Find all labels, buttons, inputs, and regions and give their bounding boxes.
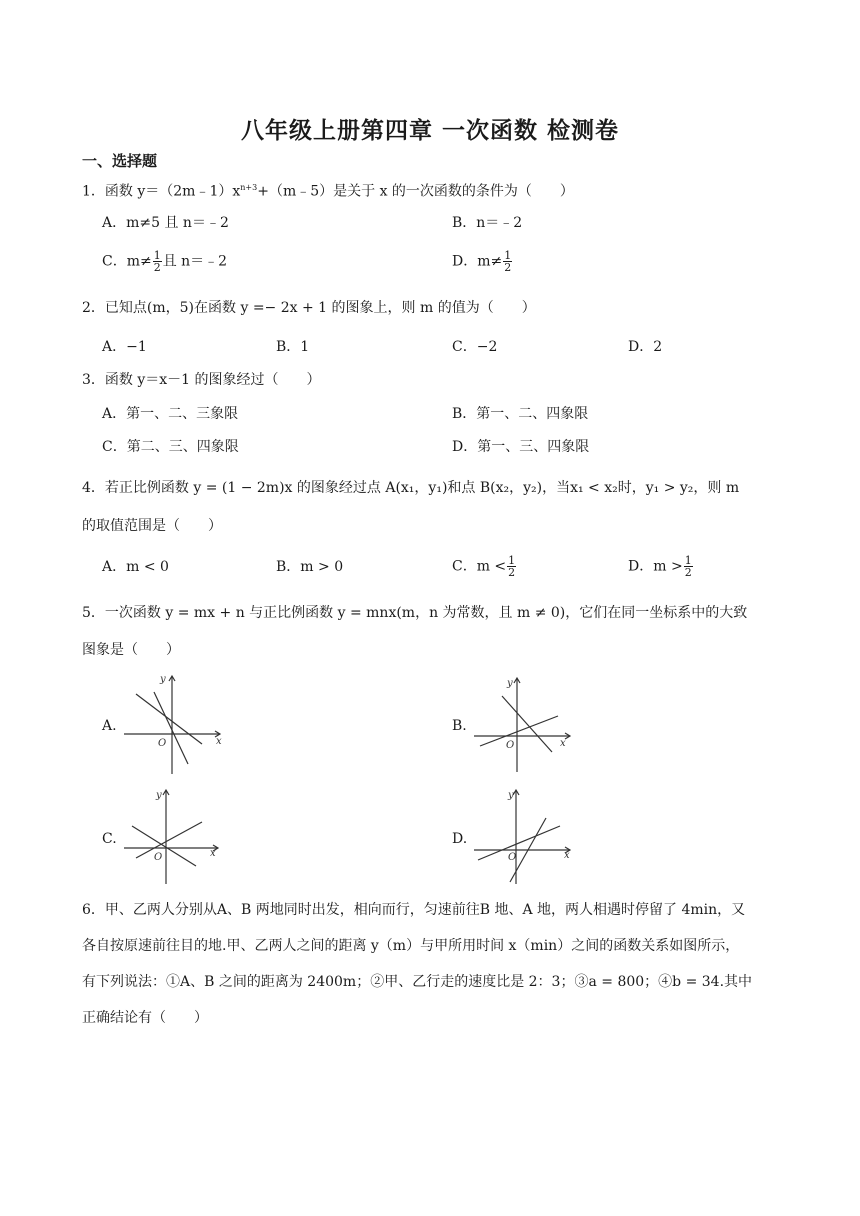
q4-option-d[interactable] bbox=[628, 555, 694, 578]
q2-option-c[interactable]: C．−2 bbox=[452, 339, 498, 355]
q4-option-c-pre: C．m < bbox=[452, 558, 507, 575]
question-4-line-2: 的取值范围是（ ） bbox=[82, 518, 222, 534]
question-5-line-1: 5．一次函数 y = mx + n 与正比例函数 y = mnx(m，n 为常数，且 m ≠ 0)，它们在同一坐标系中的大致 bbox=[82, 605, 748, 621]
question-6-line-2: 各自按原速前往目的地.甲、乙两人之间的距离 y（m）与甲所用时间 x（min）之间的函数关系如图所示， bbox=[82, 938, 740, 954]
section-heading: 一、选择题 bbox=[82, 152, 158, 170]
page-title: 八年级上册第四章 一次函数 检测卷 bbox=[240, 118, 619, 144]
q3-option-c[interactable]: C．第二、三、四象限 bbox=[102, 439, 239, 455]
y-label: y bbox=[160, 674, 166, 685]
question-2: 2．已知点(m，5)在函数 y =− 2x + 1 的图象上，则 m 的值为（ ） bbox=[82, 300, 536, 316]
x-label: x bbox=[560, 738, 566, 749]
q1-option-c-post: 且 n＝﹣2 bbox=[162, 253, 228, 270]
q3-option-a[interactable]: A．第一、二、三象限 bbox=[102, 406, 239, 422]
q4-option-b[interactable]: B．m > 0 bbox=[276, 559, 344, 575]
origin-label: O bbox=[506, 740, 515, 751]
x-label: x bbox=[216, 736, 222, 747]
question-6-line-3: 有下列说法：①A、B 之间的距离为 2400m；②甲、乙行走的速度比是 2：3；③a = 800；④b = 34.其中 bbox=[82, 974, 753, 990]
line-1 bbox=[480, 716, 558, 746]
q5-option-c[interactable]: C. bbox=[102, 831, 117, 847]
origin-label: O bbox=[158, 738, 167, 749]
q1-option-a[interactable]: A．m≠5 且 n＝﹣2 bbox=[102, 215, 229, 231]
question-5-line-2: 图象是（ ） bbox=[82, 642, 180, 658]
y-label: y bbox=[508, 790, 514, 801]
q4-option-c[interactable] bbox=[452, 555, 517, 578]
question-4-line-1: 4．若正比例函数 y = (1 − 2m)x 的图象经过点 A(x₁，y₁)和点 B(x₂，y₂)，当x₁ < x₂时，y₁ > y₂，则 m bbox=[82, 480, 740, 496]
graph-a[interactable] bbox=[122, 672, 228, 776]
question-3: 3．函数 y＝x－1 的图象经过（ ） bbox=[82, 372, 321, 388]
graph-c[interactable] bbox=[122, 786, 226, 886]
q4-option-d-pre: D．m > bbox=[628, 558, 683, 575]
question-6-line-1: 6．甲、乙两人分别从A、B 两地同时出发，相向而行，匀速前往B 地、A 地，两人相遇时停留了 4min，又 bbox=[82, 902, 746, 918]
q2-option-a[interactable]: A．−1 bbox=[102, 339, 147, 355]
q3-option-d[interactable]: D．第一、三、四象限 bbox=[452, 439, 590, 455]
graph-b[interactable] bbox=[472, 674, 578, 774]
graph-d[interactable] bbox=[472, 786, 578, 886]
y-label: y bbox=[507, 678, 513, 689]
origin-label: O bbox=[154, 852, 163, 863]
q1-option-d-pre: D．m≠ bbox=[452, 253, 503, 270]
fraction: $\frac{1}{2}$ bbox=[508, 554, 516, 579]
q2-option-b[interactable]: B．1 bbox=[276, 339, 310, 355]
q1-option-b[interactable]: B．n＝﹣2 bbox=[452, 215, 523, 231]
origin-label: O bbox=[508, 852, 517, 863]
line-2 bbox=[154, 692, 188, 764]
q1-exponent: n+3 bbox=[240, 183, 258, 192]
x-label: x bbox=[564, 850, 570, 861]
q5-option-d[interactable]: D. bbox=[452, 831, 468, 847]
q1-text-pre: 1．函数 y＝（2m﹣1）x bbox=[82, 183, 241, 200]
question-1 bbox=[82, 178, 574, 202]
fraction: $\frac{1}{2}$ bbox=[684, 554, 692, 579]
line-2 bbox=[136, 822, 202, 858]
q3-option-b[interactable]: B．第一、二、四象限 bbox=[452, 406, 589, 422]
line-1 bbox=[132, 826, 196, 866]
q1-option-c-pre: C．m≠ bbox=[102, 253, 152, 270]
y-label: y bbox=[156, 790, 162, 801]
line-1 bbox=[136, 694, 202, 744]
question-6-line-4: 正确结论有（ ） bbox=[82, 1010, 208, 1026]
q5-option-a[interactable]: A. bbox=[102, 718, 117, 734]
q1-option-c[interactable] bbox=[102, 250, 227, 273]
fraction: $\frac{1}{2}$ bbox=[153, 249, 161, 274]
q4-option-a[interactable]: A．m < 0 bbox=[102, 559, 169, 575]
fraction: $\frac{1}{2}$ bbox=[504, 249, 512, 274]
q2-option-d[interactable]: D．2 bbox=[628, 339, 663, 355]
q1-text-post: +（m﹣5）是关于 x 的一次函数的条件为（ ） bbox=[257, 183, 574, 200]
q1-option-d[interactable] bbox=[452, 250, 513, 273]
line-1 bbox=[478, 826, 560, 860]
q5-option-b[interactable]: B. bbox=[452, 718, 467, 734]
x-label: x bbox=[210, 848, 216, 859]
